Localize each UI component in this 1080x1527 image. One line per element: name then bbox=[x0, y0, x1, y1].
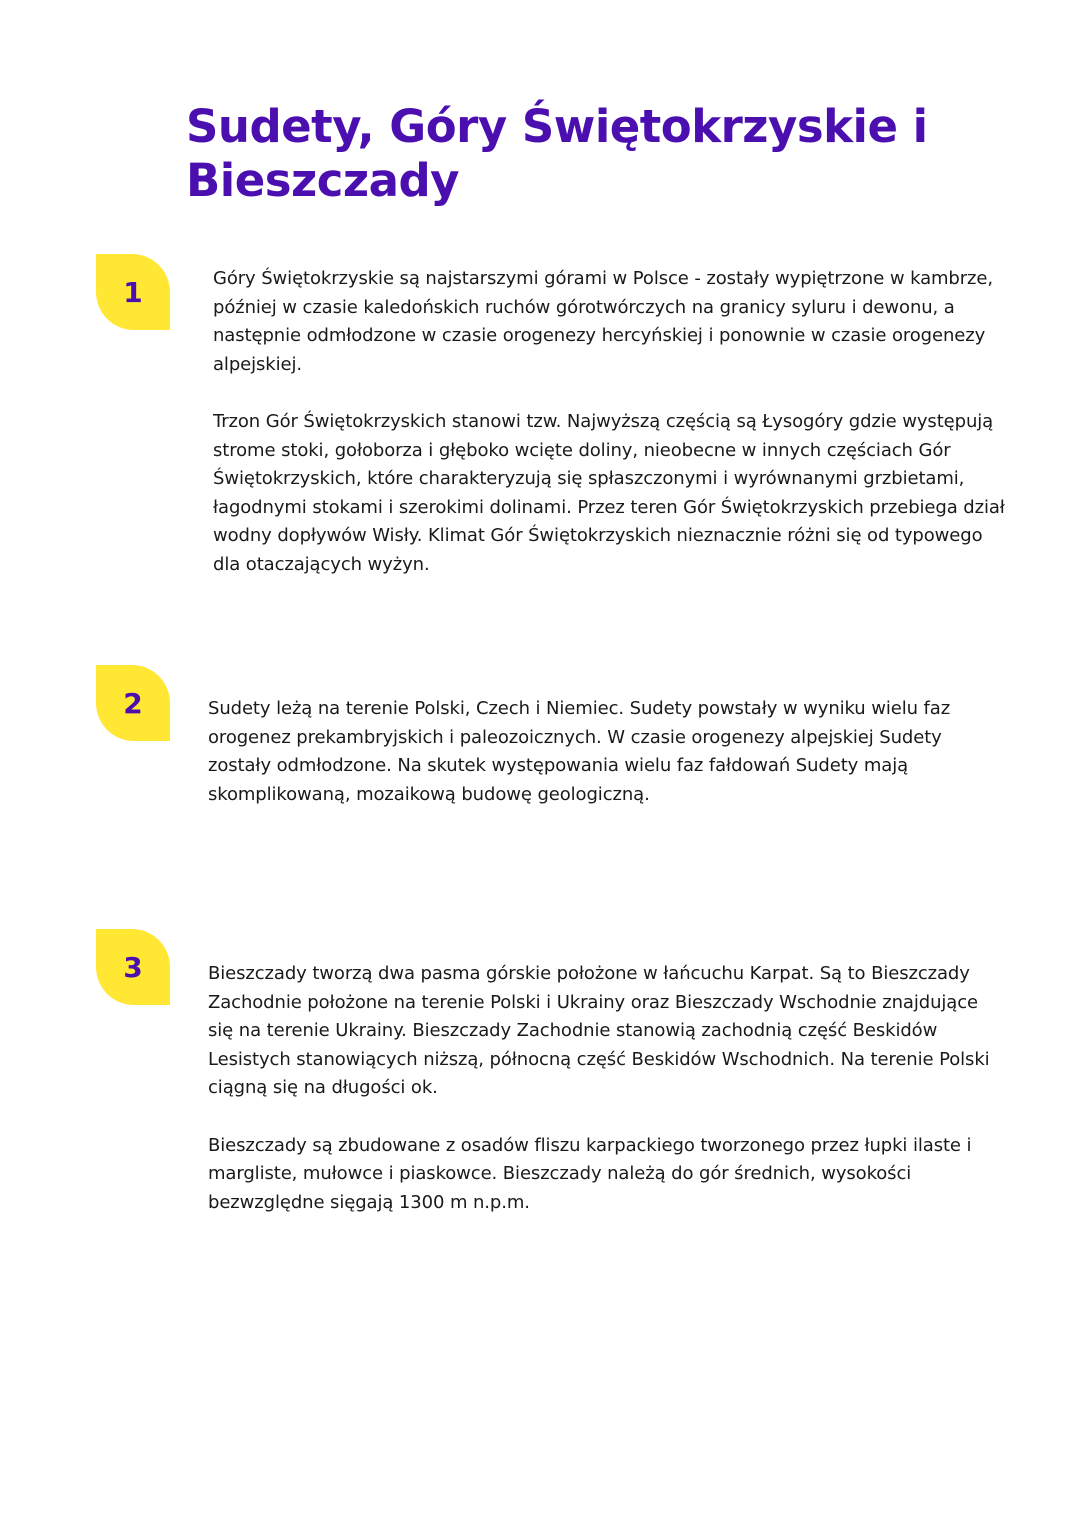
section-paragraph: Bieszczady są zbudowane z osadów fliszu karpackiego tworzonego przez łupki ilaste i margliste, mułowce i piaskowce. Bieszczady należą do gór średnich, wysokości bezwzględne sięgają 1300 m n.p.m. bbox=[208, 1134, 972, 1213]
section-number-badge bbox=[96, 665, 170, 741]
page-title: Sudety, Góry Świętokrzyskie i Bieszczady bbox=[186, 100, 928, 207]
section-number: 3 bbox=[123, 950, 143, 984]
section-2 bbox=[208, 695, 1008, 809]
section-number: 1 bbox=[123, 275, 143, 309]
section-number: 2 bbox=[123, 686, 143, 720]
section-paragraph: Trzon Gór Świętokrzyskich stanowi tzw. Najwyższą częścią są Łysogóry gdzie występują strome stoki, gołoborza i głęboko wcięte doliny, nieobecne w innych częściach Gór Świętokrzyskich, które charakteryzują się spłaszczonymi i wyrównanymi grzbietami, łagodnymi stokami i szerokimi dolinami. Przez teren Gór Świętokrzyskich przebiega dział wodny dopływów Wisły. Klimat Gór Świętokrzyskich nieznacznie różni się od typowego dla otaczających wyżyn. bbox=[213, 410, 1005, 575]
section-3 bbox=[208, 960, 1008, 1217]
section-number-badge bbox=[96, 254, 170, 330]
section-paragraph: Bieszczady tworzą dwa pasma górskie położone w łańcuchu Karpat. Są to Bieszczady Zachodnie położone na terenie Polski i Ukrainy oraz Bieszczady Wschodnie znajdujące się na terenie Ukrainy. Bieszczady Zachodnie stanowią zachodnią część Beskidów Lesistych stanowiących niższą, północną część Beskidów Wschodnich. Na terenie Polski ciągną się na długości ok. bbox=[208, 963, 990, 1099]
section-paragraph: Sudety leżą na terenie Polski, Czech i Niemiec. Sudety powstały w wyniku wielu faz orogenez prekambryjskich i paleozoicznych. W czasie orogenezy alpejskiej Sudety zostały odmłodzone. Na skutek występowania wielu faz fałdowań Sudety mają skomplikowaną, mozaikową budowę geologiczną. bbox=[208, 698, 951, 805]
section-1 bbox=[213, 265, 1013, 580]
section-number-badge bbox=[96, 929, 170, 1005]
section-paragraph: Góry Świętokrzyskie są najstarszymi górami w Polsce - zostały wypiętrzone w kambrze, później w czasie kaledońskich ruchów górotwórczych na granicy syluru i dewonu, a następnie odmłodzone w czasie orogenezy hercyńskiej i ponownie w czasie orogenezy alpejskiej. bbox=[213, 268, 994, 375]
